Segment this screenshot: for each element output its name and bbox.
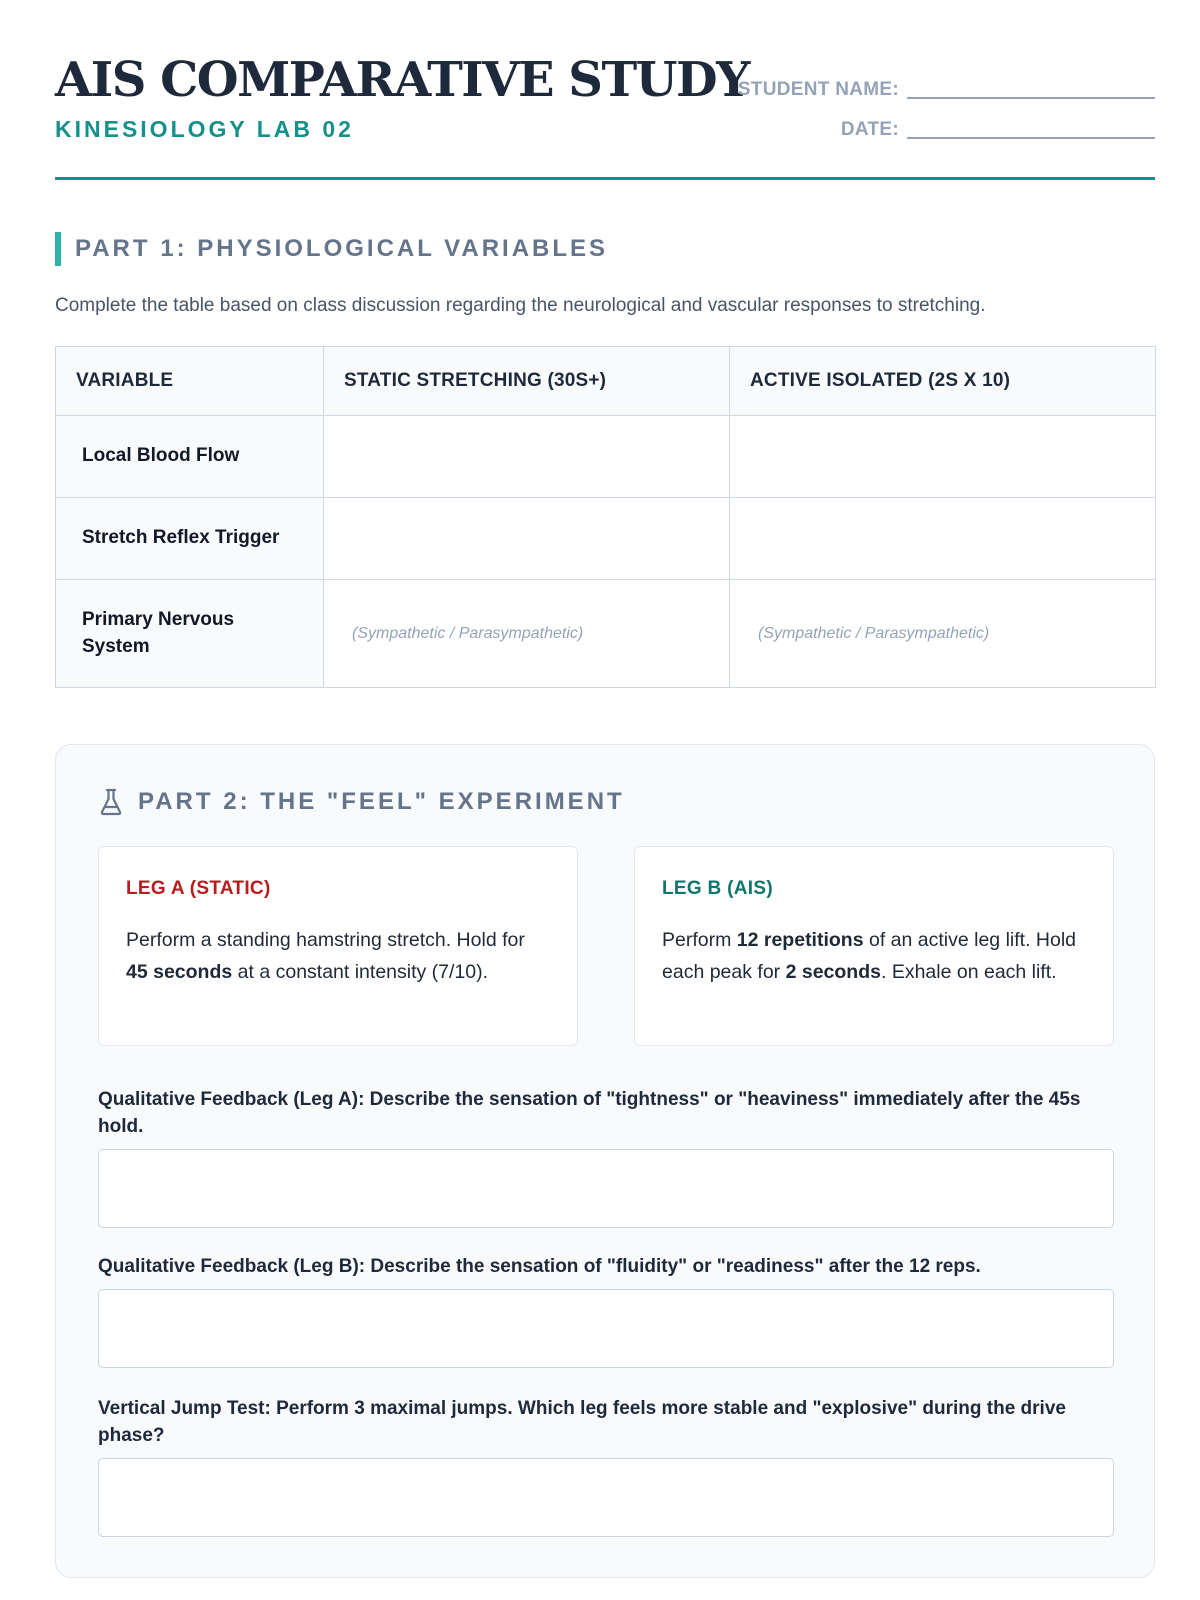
answer-field[interactable] [98, 1289, 1114, 1368]
static-answer-cell[interactable] [324, 498, 730, 580]
table-row [56, 580, 1156, 688]
answer-field[interactable] [98, 1458, 1114, 1537]
student-name-label: STUDENT NAME: [737, 79, 899, 100]
leg-a-card [98, 846, 578, 1046]
ais-answer-cell[interactable] [730, 416, 1156, 498]
leg-b-instructions: Perform 12 repetitions of an active leg lift. Hold each peak for 2 seconds. Exhale on each lift. [662, 929, 1077, 983]
leg-cards [98, 846, 1114, 1046]
leg-a-instructions: Perform a standing hamstring stretch. Hold for 45 seconds at a constant intensity (7/10). [126, 929, 525, 983]
date-input[interactable] [907, 121, 1155, 139]
part2-title: PART 2: THE "FEEL" EXPERIMENT [138, 788, 625, 815]
page-subtitle: KINESIOLOGY LAB 02 [55, 116, 354, 142]
static-answer-cell[interactable] [324, 580, 730, 688]
hint-text: (Sympathetic / Parasympathetic) [352, 624, 584, 642]
leg-b-card [634, 846, 1114, 1046]
feedback-question-leg-b [98, 1253, 1114, 1368]
variable-cell: Stretch Reflex Trigger [56, 498, 324, 580]
variable-cell: Local Blood Flow [56, 416, 324, 498]
student-name-field [738, 80, 1155, 99]
answer-field[interactable] [98, 1149, 1114, 1228]
feedback-question-leg-a [98, 1086, 1114, 1228]
column-header: ACTIVE ISOLATED (2S X 10) [730, 347, 1156, 416]
worksheet-page [55, 0, 1155, 1446]
flask-icon [98, 788, 124, 816]
vertical-jump-question [98, 1395, 1114, 1537]
ais-answer-cell[interactable] [730, 498, 1156, 580]
table-row [56, 498, 1156, 580]
date-label: DATE: [840, 119, 899, 140]
table-header-row [56, 347, 1156, 416]
section-accent-bar [55, 232, 61, 266]
part2-heading [98, 787, 625, 817]
date-field [841, 120, 1155, 139]
static-answer-cell[interactable] [324, 416, 730, 498]
leg-b-title: LEG B (AIS) [662, 878, 773, 899]
part1-heading [55, 232, 608, 266]
column-header: VARIABLE [56, 347, 324, 416]
hint-text: (Sympathetic / Parasympathetic) [758, 624, 990, 642]
student-name-input[interactable] [907, 81, 1155, 99]
question-label: Qualitative Feedback (Leg A): Describe the sensation of "tightness" or "heaviness" immediately after the 45s hold. [98, 1089, 1081, 1137]
column-header: STATIC STRETCHING (30S+) [324, 347, 730, 416]
physiological-variables-table [55, 346, 1156, 688]
part1-intro: Complete the table based on class discussion regarding the neurological and vascular responses to stretching. [55, 295, 986, 316]
question-label: Qualitative Feedback (Leg B): Describe the sensation of "fluidity" or "readiness" after the 12 reps. [98, 1256, 981, 1277]
ais-answer-cell[interactable] [730, 580, 1156, 688]
leg-a-title: LEG A (STATIC) [126, 878, 271, 899]
table-row [56, 416, 1156, 498]
part1-title: PART 1: PHYSIOLOGICAL VARIABLES [75, 235, 609, 262]
variable-cell: Primary Nervous System [56, 580, 324, 688]
header [55, 0, 1155, 180]
page-title: AIS COMPARATIVE STUDY [55, 52, 749, 108]
part2-panel [55, 744, 1155, 1578]
question-label: Vertical Jump Test: Perform 3 maximal jumps. Which leg feels more stable and "explosive" during the drive phase? [98, 1398, 1066, 1446]
